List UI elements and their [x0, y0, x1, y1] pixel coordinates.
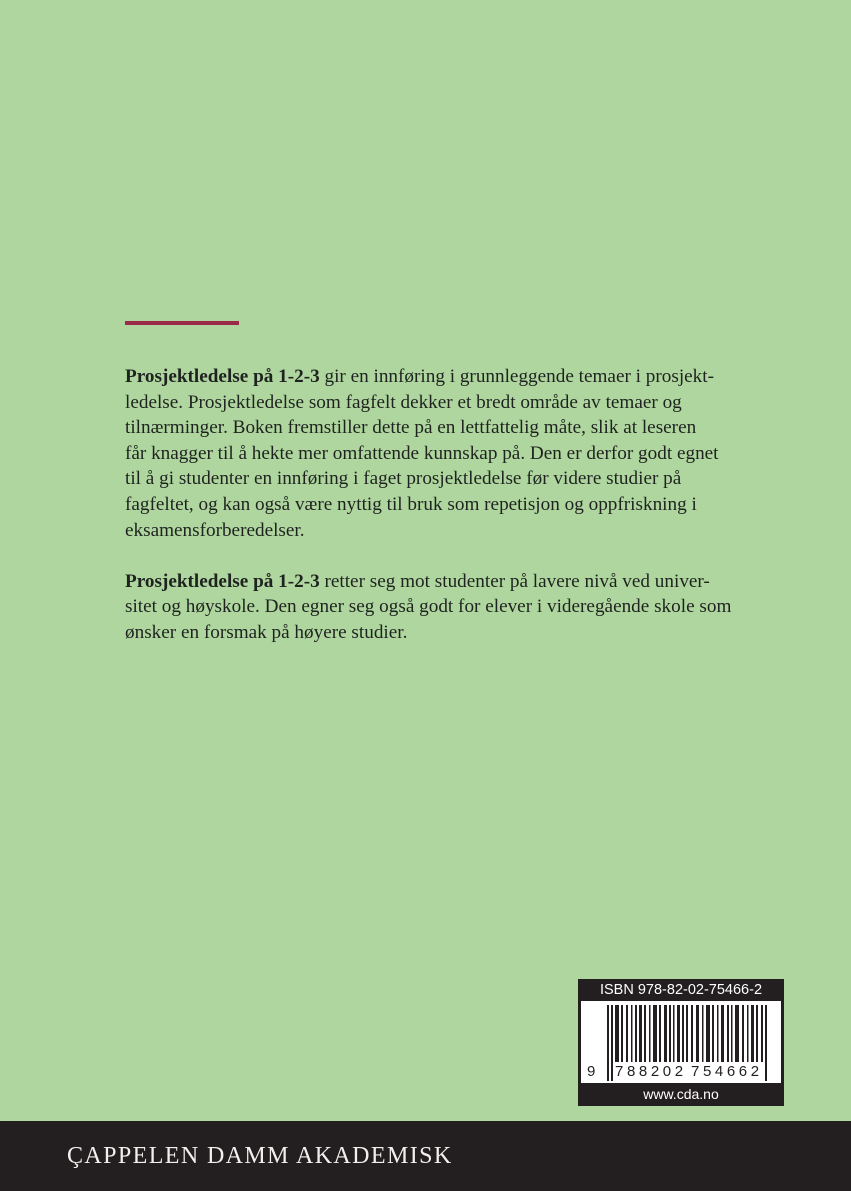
barcode-left-digits: 788202 [615, 1063, 687, 1080]
accent-bar [125, 321, 239, 325]
blurb-paragraph-2: Prosjektledelse på 1-2-3 retter seg mot studenter på lavere nivå ved univer- sitet og høyskole. Den egner seg også godt for elever i videregående skole som ønsker en forsmak på høyere studier. [125, 570, 732, 643]
barcode-right-digits: 754662 [691, 1063, 763, 1080]
publisher-footer [0, 1121, 851, 1191]
book-title-bold: Prosjektledelse på 1-2-3 [125, 570, 320, 592]
barcode-first-digit: 9 [587, 1063, 596, 1080]
barcode [581, 1001, 781, 1083]
barcode-digits [581, 1062, 781, 1082]
publisher-url: www.cda.no [643, 1086, 719, 1102]
isbn-label: ISBN 978-82-02-75466-2 [599, 982, 763, 998]
blurb-paragraph-1: Prosjektledelse på 1-2-3 gir en innføring i grunnleggende temaer i prosjekt- ledelse. Prosjektledelse som fagfelt dekker et bredt område av temaer og tilnærminger. Boken fremstiller dette på en lettfattelig måte, slik at leseren får knagger til å hekte mer omfattende kunnskap på. Den er derfor godt egnet til å gi studenter en innføring i faget prosjektledelse før videre studier på fagfeltet, og kan også være nyttig til bruk som repetisjon og oppfriskning i eksamensforberedelser. [125, 366, 719, 541]
back-cover-blurb [125, 364, 755, 646]
book-title-bold: Prosjektledelse på 1-2-3 [125, 366, 320, 387]
isbn-barcode-block [578, 979, 784, 1106]
publisher-logo-text: ÇAPPELEN DAMM AKADEMISK [67, 1143, 453, 1169]
